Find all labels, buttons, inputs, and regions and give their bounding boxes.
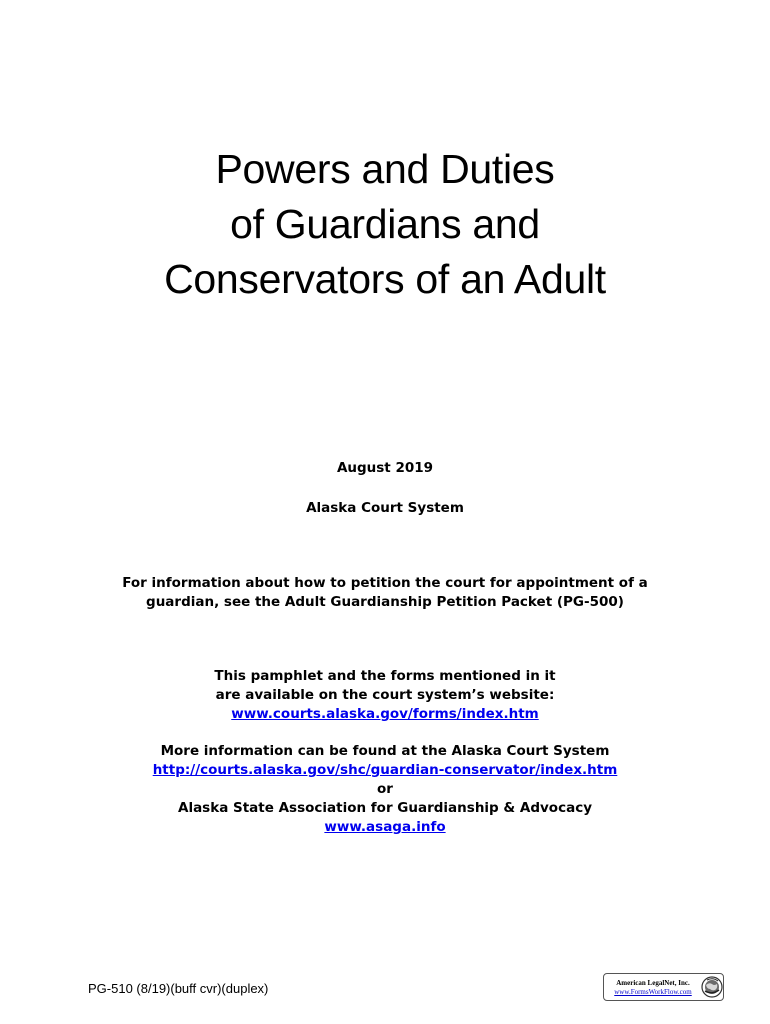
petition-info-line-1: For information about how to petition the court for appointment of a — [122, 575, 648, 591]
title-line-3: Conservators of an Adult — [164, 256, 606, 302]
organization-name: Alaska Court System — [306, 500, 464, 516]
american-legalnet-badge[interactable] — [603, 973, 724, 1001]
availability-line-1: This pamphlet and the forms mentioned in it — [214, 668, 556, 684]
availability-line-2: are available on the court system’s website: — [215, 687, 555, 703]
or-separator: or — [377, 781, 393, 797]
asaga-website-link[interactable]: www.asaga.info — [324, 819, 446, 835]
more-info-line: More information can be found at the Alaska Court System — [160, 743, 610, 759]
asaga-link-row — [0, 818, 770, 837]
badge-company-name: American LegalNet, Inc. — [616, 979, 690, 987]
title-line-1: Powers and Duties — [215, 146, 555, 192]
guardian-conservator-link[interactable]: http://courts.alaska.gov/shc/guardian-conservator/index.htm — [152, 762, 618, 778]
forms-website-link[interactable]: www.courts.alaska.gov/forms/index.htm — [231, 706, 539, 722]
badge-url[interactable]: www.FormsWorkFlow.com — [614, 988, 692, 996]
globe-icon — [701, 976, 723, 998]
document-title — [0, 142, 770, 307]
forms-link-row — [0, 705, 770, 724]
document-date: August 2019 — [336, 460, 434, 476]
asaga-name: Alaska State Association for Guardianship & Advocacy — [178, 800, 592, 816]
guardian-link-row — [0, 761, 770, 780]
form-code: PG-510 (8/19)(buff cvr)(duplex) — [88, 981, 269, 996]
petition-info-line-2: guardian, see the Adult Guardianship Petition Packet (PG-500) — [146, 594, 624, 610]
title-line-2: of Guardians and — [230, 201, 540, 247]
